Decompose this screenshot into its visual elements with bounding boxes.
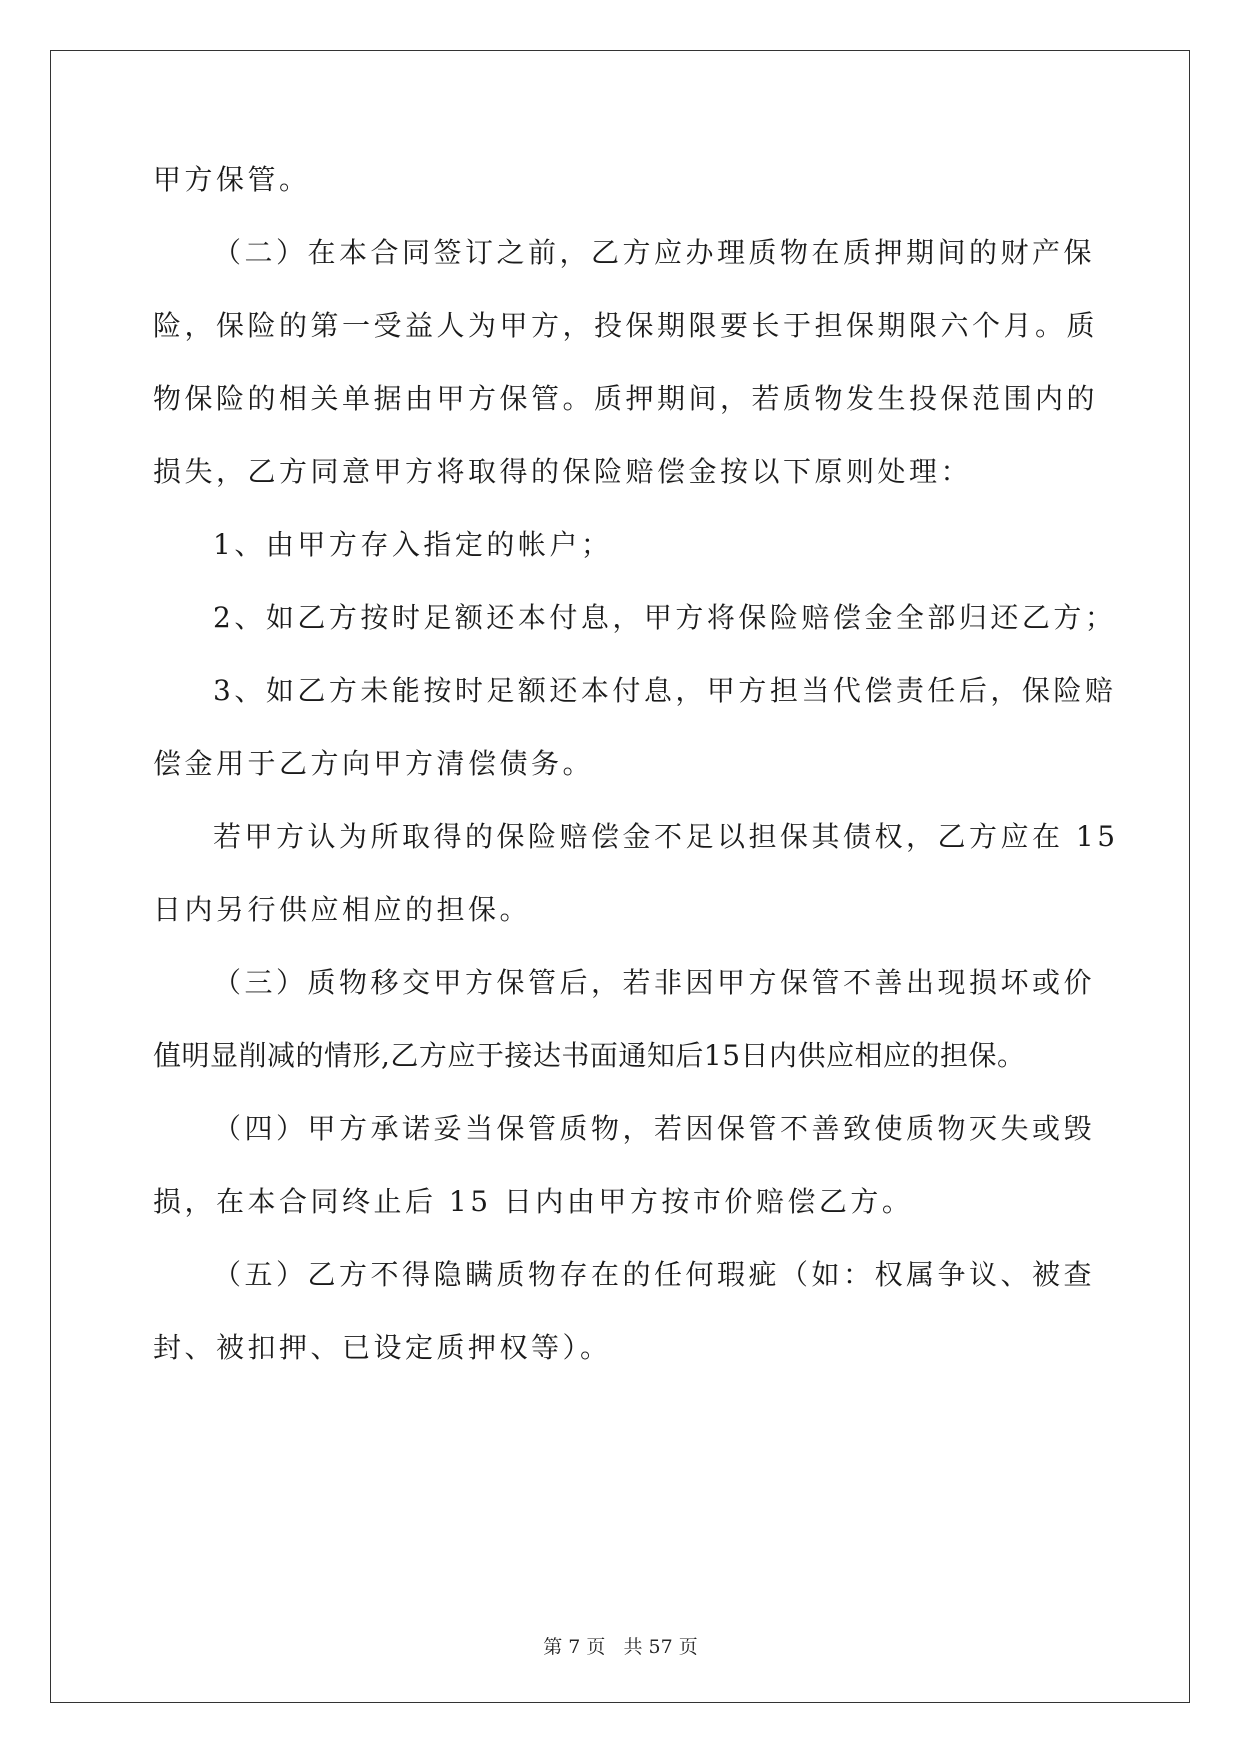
text-line: 损，在本合同终止后 15 日内由甲方按市价赔偿乙方。 [153, 1185, 914, 1218]
text-line: 险，保险的第一受益人为甲方，投保期限要长于担保期限六个月。质 [153, 309, 1099, 342]
text-line: （二）在本合同签订之前，乙方应办理质物在质押期间的财产保 [213, 236, 1096, 269]
text-line: 2、如乙方按时足额还本付息，甲方将保险赔偿金全部归还乙方； [213, 601, 1117, 634]
text-line: 3、如乙方未能按时足额还本付息，甲方担当代偿责任后，保险赔 [213, 674, 1117, 707]
text-line: 值明显削减的情形,乙方应于接达书面通知后15日内供应相应的担保。 [153, 1039, 1026, 1072]
text-line: 偿金用于乙方向甲方清偿债务。 [153, 747, 595, 780]
text-line: 物保险的相关单据由甲方保管。质押期间，若质物发生投保范围内的 [153, 382, 1099, 415]
text-line: 封、被扣押、已设定质押权等）。 [153, 1331, 612, 1364]
text-line: 日内另行供应相应的担保。 [153, 893, 532, 926]
text-line: （五）乙方不得隐瞒质物存在的任何瑕疵（如：权属争议、被查 [213, 1258, 1096, 1291]
text-line: 损失，乙方同意甲方将取得的保险赔偿金按以下原则处理： [153, 455, 973, 488]
text-line: （三）质物移交甲方保管后，若非因甲方保管不善出现损坏或价 [213, 966, 1096, 999]
page-footer [0, 1632, 1241, 1659]
text-line: （四）甲方承诺妥当保管质物，若因保管不善致使质物灭失或毁 [213, 1112, 1096, 1145]
page-border [50, 50, 1190, 1703]
page-number: 第 7 页 [543, 1636, 606, 1658]
page-total: 共 57 页 [623, 1636, 698, 1658]
text-line: 甲方保管。 [153, 163, 311, 196]
text-line: 1、由甲方存入指定的帐户； [213, 528, 613, 561]
text-line: 若甲方认为所取得的保险赔偿金不足以担保其债权，乙方应在 15 [213, 820, 1119, 853]
